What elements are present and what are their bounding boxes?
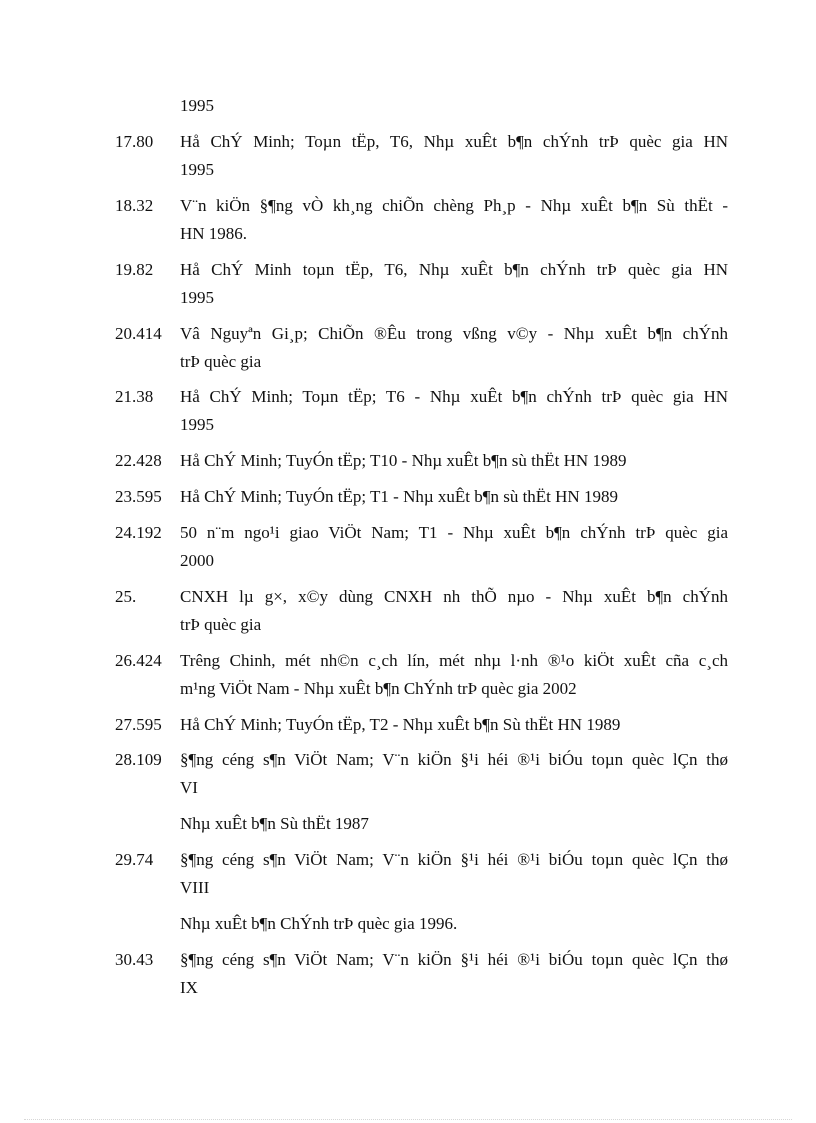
reference-text: Nhµ xuÊt b¶n Sù thËt 1987 [180, 814, 369, 833]
reference-text: HN 1986. [180, 224, 248, 243]
reference-text: trÞ quèc gia [180, 615, 262, 634]
reference-number: 20.414 [115, 324, 162, 343]
reference-text: Hå ChÝ Minh; Toµn tËp; T6 - Nhµ xuÊt b¶n chÝnh trÞ quèc gia HN [180, 387, 728, 406]
reference-text: Hå ChÝ Minh; Toµn tËp, T6, Nhµ xuÊt b¶n chÝnh trÞ quèc gia HN [180, 132, 728, 151]
reference-text: 1995 [180, 288, 214, 307]
reference-text: 2000 [180, 551, 214, 570]
reference-text: 50 n¨m ngo¹i giao ViÖt Nam; T1 - Nhµ xuÊt b¶n chÝnh trÞ quèc gia [180, 523, 728, 542]
reference-number: 24.192 [115, 523, 162, 542]
reference-number: 29.74 [115, 850, 154, 869]
reference-text: 1995 [180, 160, 214, 179]
reference-number: 17.80 [115, 132, 154, 151]
reference-text: Vâ Nguyªn Gi¸p; ChiÕn ®Êu trong vßng v©y - Nhµ xuÊt b¶n chÝnh [180, 324, 728, 343]
reference-number: 22.428 [115, 451, 162, 470]
reference-text: VIII [180, 878, 210, 897]
reference-number: 25. [115, 587, 137, 606]
reference-text: Hå ChÝ Minh; TuyÓn tËp; T10 - Nhµ xuÊt b¶n sù thËt HN 1989 [180, 451, 627, 470]
reference-text: VI [180, 778, 198, 797]
page-bottom-divider [24, 1119, 792, 1120]
reference-number: 28.109 [115, 750, 162, 769]
reference-text: Hå ChÝ Minh; TuyÓn tËp; T1 - Nhµ xuÊt b¶n sù thËt HN 1989 [180, 487, 618, 506]
reference-number: 19.82 [115, 260, 154, 279]
reference-text: trÞ quèc gia [180, 352, 262, 371]
reference-text: CNXH lµ g×, x©y dùng CNXH nh thÕ nµo - Nhµ xuÊt b¶n chÝnh [180, 587, 728, 606]
reference-text: IX [180, 978, 198, 997]
reference-number: 23.595 [115, 487, 162, 506]
reference-text: V¨n kiÖn §¶ng vÒ kh¸ng chiÕn chèng Ph¸p - Nhµ xuÊt b¶n Sù thËt - [180, 196, 728, 215]
reference-number: 21.38 [115, 387, 154, 406]
reference-text: Trêng Chinh, mét nh©n c¸ch lín, mét nhµ l·nh ®¹o kiÖt xuÊt cña c¸ch [180, 651, 728, 670]
reference-text: m¹ng ViÖt Nam - Nhµ xuÊt b¶n ChÝnh trÞ quèc gia 2002 [180, 679, 577, 698]
reference-text: Hå ChÝ Minh toµn tËp, T6, Nhµ xuÊt b¶n chÝnh trÞ quèc gia HN [180, 260, 728, 279]
reference-number: 26.424 [115, 651, 162, 670]
reference-number: 18.32 [115, 196, 154, 215]
reference-text: Nhµ xuÊt b¶n ChÝnh trÞ quèc gia 1996. [180, 914, 458, 933]
reference-text: 1995 [180, 96, 214, 115]
reference-text: §¶ng céng s¶n ViÖt Nam; V¨n kiÖn §¹i héi ®¹i biÓu toµn quèc lÇn thø [180, 850, 728, 869]
reference-number: 30.43 [115, 950, 154, 969]
reference-number: 27.595 [115, 715, 162, 734]
reference-text: §¶ng céng s¶n ViÖt Nam; V¨n kiÖn §¹i héi ®¹i biÓu toµn quèc lÇn thø [180, 950, 728, 969]
reference-text: §¶ng céng s¶n ViÖt Nam; V¨n kiÖn §¹i héi ®¹i biÓu toµn quèc lÇn thø [180, 750, 728, 769]
reference-text: 1995 [180, 415, 214, 434]
reference-text: Hå ChÝ Minh; TuyÓn tËp, T2 - Nhµ xuÊt b¶n Sù thËt HN 1989 [180, 715, 621, 734]
